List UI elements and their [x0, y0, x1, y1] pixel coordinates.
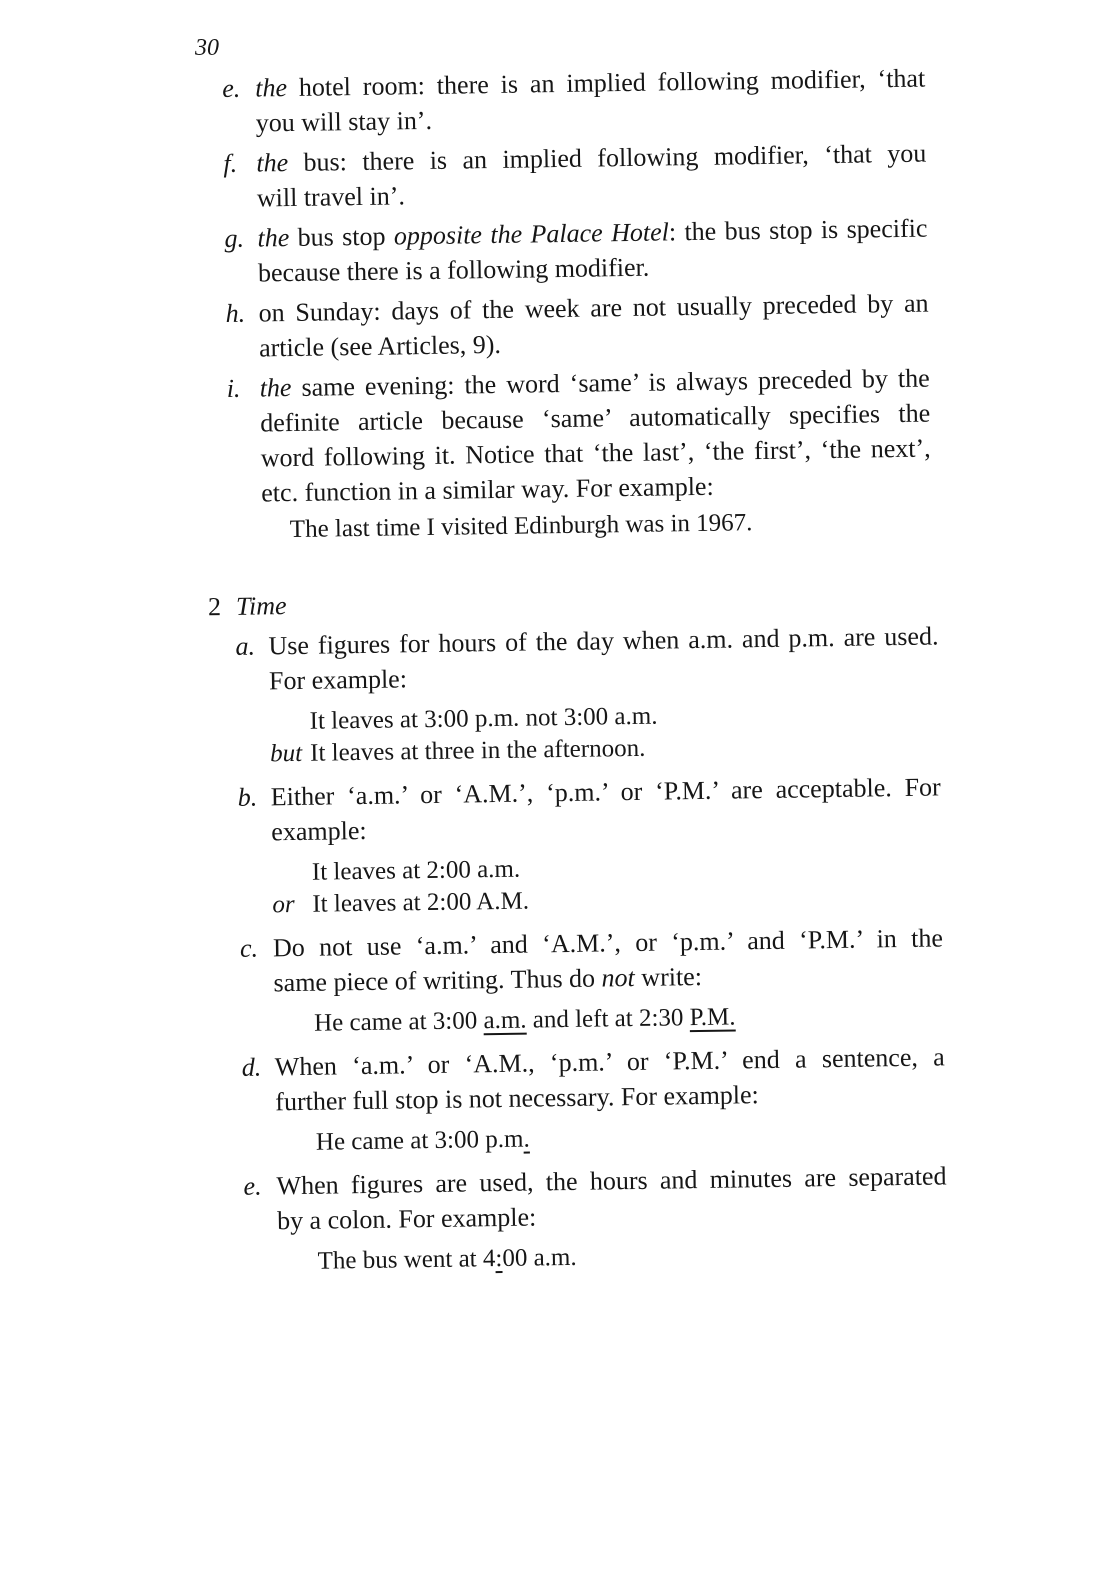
list-item-g — [224, 211, 930, 291]
underlined-text: : — [495, 1244, 503, 1273]
page-content — [207, 61, 947, 1279]
example-line — [262, 504, 934, 546]
example-block — [276, 1117, 943, 1159]
line-text: For example: — [268, 664, 408, 696]
line-text: because there is a following modifier. — [257, 252, 650, 288]
item-label: d. — [241, 1052, 262, 1082]
example-text: The last time I visited Edinburgh was in 1967. — [289, 509, 753, 544]
example-text: 00 a.m. — [502, 1243, 577, 1272]
line-text: hotel room: there is an implied following modifier, ‘that — [286, 63, 926, 103]
emphasis-text: the — [256, 148, 289, 178]
section-item-b — [238, 769, 940, 921]
emphasis-text: opposite the Palace Hotel — [393, 217, 670, 251]
item-label: g. — [224, 223, 245, 253]
section-heading — [208, 579, 935, 624]
example-text: The bus went at 4 — [317, 1245, 496, 1275]
list-item-i — [226, 361, 934, 547]
item-label: e. — [243, 1171, 262, 1201]
example-line — [276, 1117, 943, 1159]
item-label: h. — [225, 298, 246, 328]
item-label: c. — [239, 933, 259, 963]
example-block — [269, 696, 937, 770]
item-label: f. — [223, 148, 238, 178]
example-block — [262, 504, 934, 546]
example-text: It leaves at 2:00 a.m. — [311, 855, 521, 886]
section-item-e — [243, 1158, 945, 1278]
item-label: i. — [226, 373, 241, 403]
line-text: example: — [271, 815, 367, 847]
example-block — [272, 847, 940, 921]
line-text: Do not use ‘a.m.’ and ‘A.M.’, or ‘p.m.’ and ‘P.M.’ in the — [272, 923, 944, 963]
line-text: etc. function in a similar way. For example: — [261, 471, 714, 508]
line-text: Use figures for hours of the day when a.m. and p.m. are used. — [268, 621, 939, 661]
section-number: 2 — [207, 592, 222, 622]
line-text: on Sunday: days of the week are not usually preceded by an — [258, 288, 929, 328]
section-item-list — [235, 618, 945, 1278]
example-line — [274, 998, 941, 1040]
line-text: bus: there is an implied following modifier, ‘that you — [287, 138, 927, 178]
line-text: write: — [634, 961, 703, 992]
line-text: further full stop is not necessary. For example: — [275, 1080, 759, 1117]
section-item-a — [235, 618, 937, 770]
example-text: He came at 3:00 p.m — [315, 1125, 524, 1156]
example-block — [274, 998, 941, 1040]
item-list — [222, 61, 934, 547]
line-text: When ‘a.m.’ or ‘A.M., ‘p.m.’ or ‘P.M.’ end a sentence, a — [274, 1042, 945, 1082]
example-text: It leaves at 3:00 p.m. not 3:00 a.m. — [309, 702, 658, 735]
line-text: same evening: the word ‘same’ is always preceded by the — [291, 363, 930, 403]
example-text: and left at 2:30 — [526, 1004, 690, 1034]
example-prefix: but — [269, 739, 303, 768]
example-text: It leaves at 2:00 A.M. — [312, 887, 530, 918]
line-text: word following it. Notice that ‘the last’, ‘the first’, ‘the next’, — [260, 433, 931, 473]
item-label: b. — [237, 782, 258, 812]
line-text: definite article because ‘same’ automatically specifies the — [260, 398, 931, 438]
line-text: you will stay in’. — [255, 105, 433, 138]
line-text: When figures are used, the hours and minutes are separated — [276, 1161, 947, 1201]
section-item-c — [240, 920, 942, 1040]
item-label: e. — [222, 73, 241, 103]
line-text: : the bus stop is specific — [668, 213, 928, 247]
example-line — [277, 1236, 944, 1278]
item-label: a. — [235, 631, 256, 661]
example-prefix: or — [272, 891, 295, 919]
list-item-f — [223, 136, 929, 216]
emphasis-text: not — [601, 962, 636, 993]
section-item-d — [242, 1039, 944, 1159]
line-text: bus stop — [289, 221, 395, 253]
underlined-text: a.m. — [483, 1006, 527, 1035]
example-block — [277, 1236, 944, 1278]
line-text: same piece of writing. Thus do — [273, 963, 602, 998]
emphasis-text: the — [255, 73, 288, 103]
underlined-text: . — [523, 1125, 530, 1153]
list-item-e — [222, 61, 928, 141]
emphasis-text: the — [257, 223, 290, 253]
line-text: Either ‘a.m.’ or ‘A.M.’, ‘p.m.’ or ‘P.M.’ are acceptable. For — [270, 772, 941, 812]
example-text: He came at 3:00 — [313, 1007, 484, 1037]
example-text: It leaves at three in the afternoon. — [309, 734, 646, 767]
section-title: Time — [235, 591, 287, 621]
page-number: 30 — [195, 35, 219, 61]
line-text: will travel in’. — [256, 181, 406, 213]
line-text: by a colon. For example: — [276, 1202, 537, 1236]
underlined-text: P.M. — [689, 1003, 736, 1032]
list-item-h — [225, 286, 931, 366]
line-text: article (see Articles, 9). — [258, 329, 502, 363]
emphasis-text: the — [259, 373, 292, 403]
